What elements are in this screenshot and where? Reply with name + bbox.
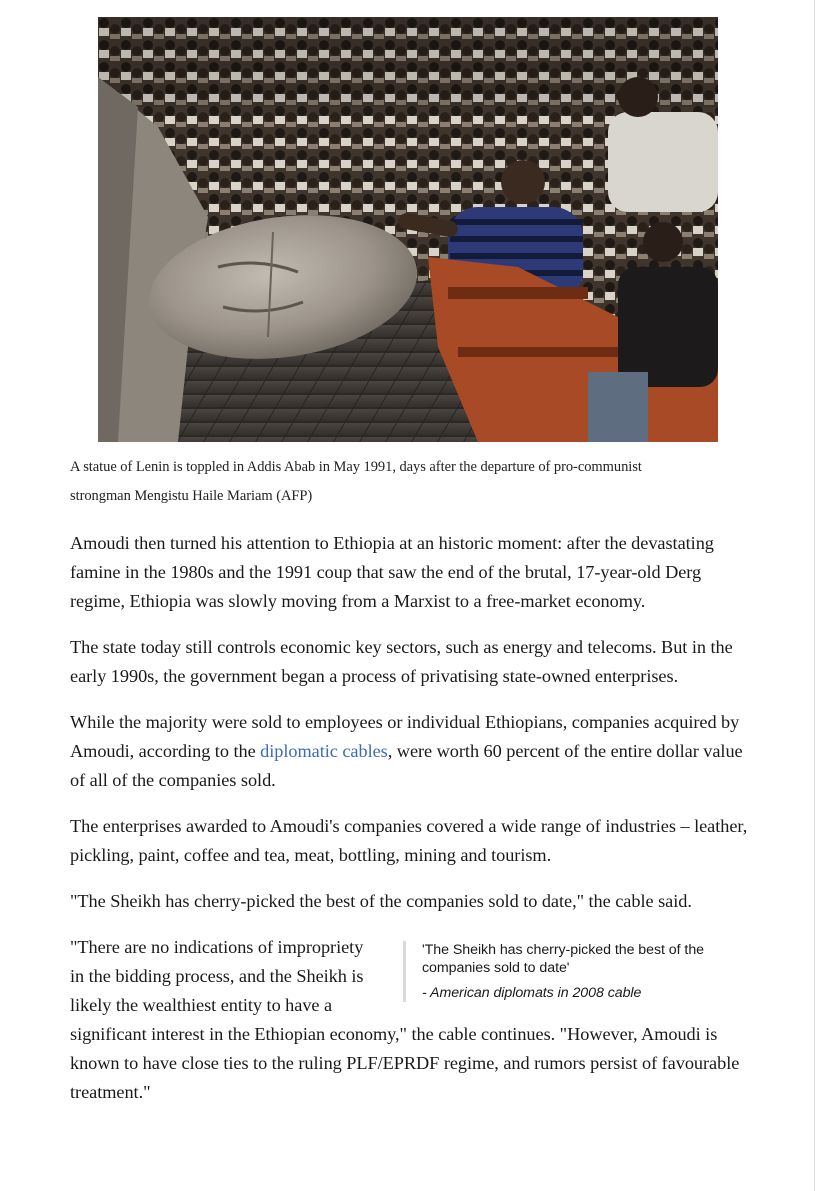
photo-caption bbox=[70, 453, 750, 511]
paragraph-2: The state today still controls economic key sectors, such as energy and telecoms. But in the early 1990s, the government began a process of privatising state-owned enterprises. bbox=[70, 637, 733, 686]
article bbox=[70, 17, 750, 1124]
pull-quote-text: 'The Sheikh has cherry-picked the best of the companies sold to date' bbox=[422, 942, 704, 976]
caption-line-1: A statue of Lenin is toppled in Addis Abab in May 1991, days after the departure of pro-communist bbox=[70, 459, 642, 475]
diplomatic-cables-link[interactable]: diplomatic cables bbox=[260, 741, 388, 761]
paragraph-3 bbox=[70, 708, 750, 795]
caption-line-2: strongman Mengistu Haile Mariam (AFP) bbox=[70, 488, 313, 504]
article-photo bbox=[98, 17, 718, 442]
pull-quote bbox=[403, 941, 738, 1002]
photo-illustration bbox=[98, 17, 718, 442]
paragraph-5: "The Sheikh has cherry-picked the best of the companies sold to date," the cable said. bbox=[70, 891, 692, 911]
article-body bbox=[70, 529, 750, 1107]
pull-quote-source: - American diplomats in 2008 cable bbox=[422, 985, 642, 1001]
paragraph-4: The enterprises awarded to Amoudi's companies covered a wide range of industries – leather, pickling, paint, coffee and tea, meat, bottling, mining and tourism. bbox=[70, 816, 748, 865]
paragraph-1: Amoudi then turned his attention to Ethiopia at an historic moment: after the devastating famine in the 1980s and the 1991 coup that saw the end of the brutal, 17-year-old Derg regime, Ethiopia was slowly moving from a Marxist to a free-market economy. bbox=[70, 533, 714, 611]
paragraph-3-text-before: While the majority were sold to employees or individual Ethiopians, companies acquired by Amoudi, according to the bbox=[70, 712, 740, 761]
paragraph-6: "There are no indications of impropriety in the bidding process, and the Sheikh is likely the wealthiest entity to have a significant interest in the Ethiopian economy," the cable continues. "However, Amoudi is known to have close ties to the ruling PLF/EPRDF regime, and rumors persist of favourable treatment." bbox=[70, 937, 740, 1102]
paragraph-3-text-after: , were worth 60 percent of the entire dollar value of all of the companies sold. bbox=[70, 741, 743, 790]
